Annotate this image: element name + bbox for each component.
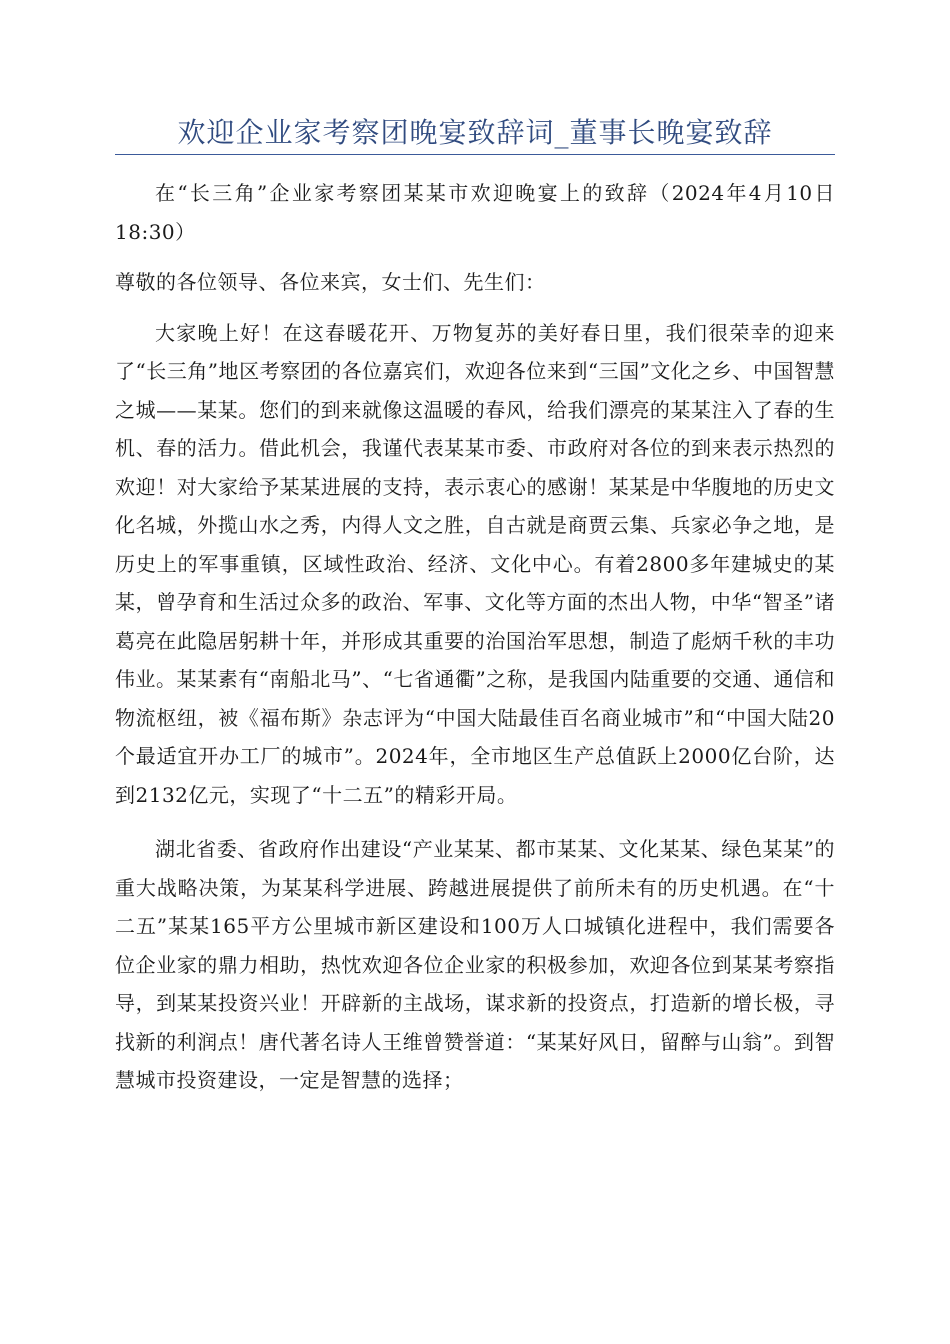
paragraph-investment: 湖北省委、省政府作出建设“产业某某、都市某某、文化某某、绿色某某”的重大战略决策，为某某科学进展、跨越进展提供了前所未有的历史机遇。在“十二五”某某165平方公里城市新区建设和100万人口城镇化进程中，我们需要各位企业家的鼎力相助，热忱欢迎各位企业家的积极参加，欢迎各位到某某考察指导，到某某投资兴业！开辟新的主战场，谋求新的投资点，打造新的增长极，寻找新的利润点！唐代著名诗人王维曾赞誉道：“某某好风日，留醉与山翁”。到智慧城市投资建设，一定是智慧的选择； xyxy=(115,837,835,1092)
paragraph-salutation: 尊敬的各位领导、各位来宾，女士们、先生们： xyxy=(115,270,546,294)
document-title: 欢迎企业家考察团晚宴致辞词_董事长晚宴致辞 xyxy=(177,116,773,149)
title-underline xyxy=(115,154,835,155)
document-body xyxy=(115,174,835,1100)
paragraph-occasion: 在“长三角”企业家考察团某某市欢迎晚宴上的致辞（2024年4月10日18:30） xyxy=(115,181,835,244)
paragraph-welcome: 大家晚上好！在这春暖花开、万物复苏的美好春日里，我们很荣幸的迎来了“长三角”地区考察团的各位嘉宾们，欢迎各位来到“三国”文化之乡、中国智慧之城——某某。您们的到来就像这温暖的春风，给我们漂亮的某某注入了春的生机、春的活力。借此机会，我谨代表某某市委、市政府对各位的到来表示热烈的欢迎！对大家给予某某进展的支持，表示衷心的感谢！某某是中华腹地的历史文化名城，外揽山水之秀，内得人文之胜，自古就是商贾云集、兵家必争之地，是历史上的军事重镇，区域性政治、经济、文化中心。有着2800多年建城史的某某，曾孕育和生活过众多的政治、军事、文化等方面的杰出人物，中华“智圣”诸葛亮在此隐居躬耕十年，并形成其重要的治国治军思想，制造了彪炳千秋的丰功伟业。某某素有“南船北马”、“七省通衢”之称，是我国内陆重要的交通、通信和物流枢纽，被《福布斯》杂志评为“中国大陆最佳百名商业城市”和“中国大陆20个最适宜开办工厂的城市”。2024年，全市地区生产总值跃上2000亿台阶，达到2132亿元，实现了“十二五”的精彩开局。 xyxy=(115,320,835,807)
